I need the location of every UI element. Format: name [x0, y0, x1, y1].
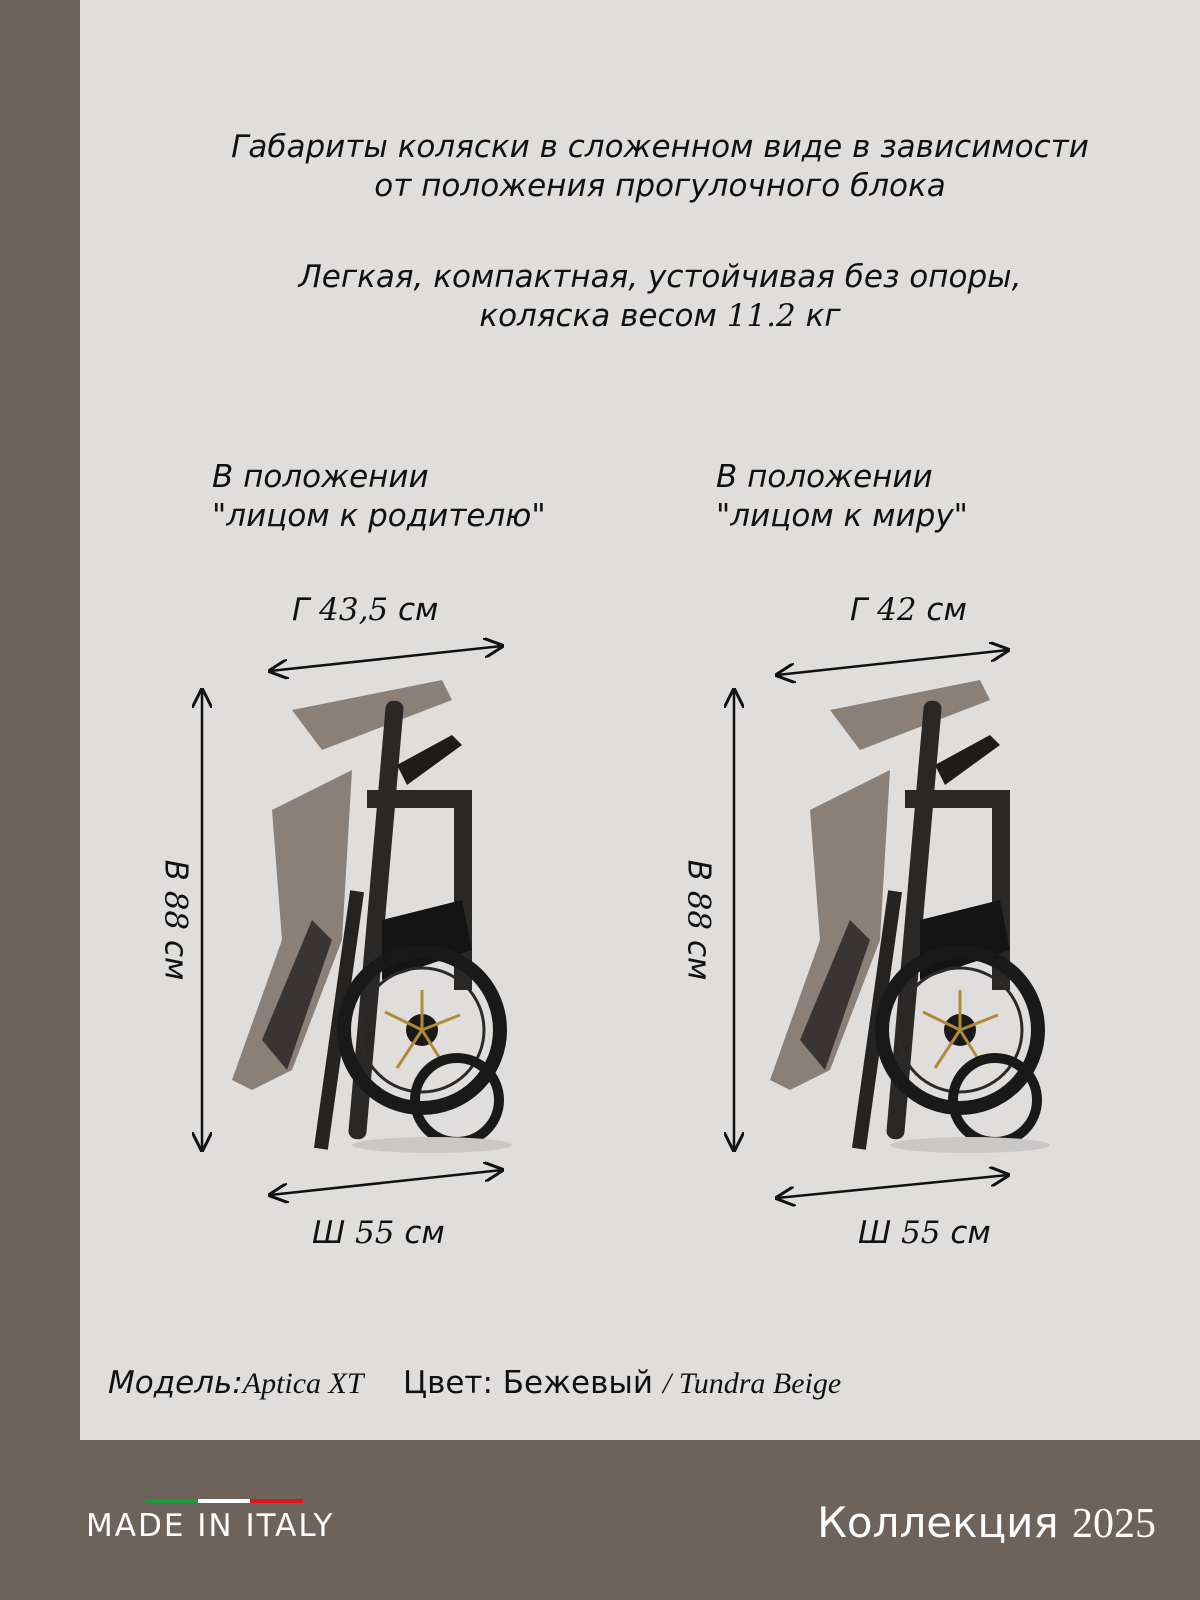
header-line-3: Легкая, компактная, устойчивая без опоры,	[298, 259, 1022, 295]
header-line-2: от положения прогулочного блока	[374, 168, 946, 204]
collection-label: Коллекция 2025	[817, 1498, 1156, 1547]
made-in-italy-label: MADE IN ITALY	[86, 1508, 335, 1544]
right-depth-arrow	[777, 650, 1008, 675]
left-depth-arrow	[270, 646, 502, 671]
model-label: Модель:	[108, 1365, 243, 1401]
right-title-2: "лицом к миру"	[716, 498, 968, 534]
right-width-label: Ш 55 см	[858, 1215, 991, 1251]
left-title-1: В положении	[212, 459, 429, 495]
left-height-label: В 88 см	[157, 859, 194, 981]
model-info	[108, 1365, 841, 1401]
right-title-1: В положении	[716, 459, 933, 495]
color-label: Цвет: Бежевый	[403, 1365, 653, 1401]
header-line-1: Габариты коляски в сложенном виде в зависимости	[231, 129, 1089, 165]
weight-value: 11.2	[726, 298, 796, 334]
left-width-arrow	[270, 1170, 502, 1195]
right-depth-label: Г 42 см	[850, 592, 967, 628]
model-value: Aptica XT	[242, 1367, 364, 1400]
right-stroller-image	[770, 680, 1050, 1153]
right-width-arrow	[777, 1175, 1008, 1198]
left-stroller-image	[232, 680, 512, 1153]
italy-flag-stripe	[145, 1499, 303, 1503]
left-title-2: "лицом к родителю"	[212, 498, 546, 534]
weight-label: коляска весом	[479, 298, 727, 334]
left-depth-label: Г 43,5 см	[292, 592, 439, 628]
left-width-label: Ш 55 см	[312, 1215, 445, 1251]
weight-unit: кг	[795, 298, 841, 334]
right-height-label: В 88 см	[680, 859, 717, 981]
color-value: / Tundra Beige	[662, 1367, 842, 1400]
